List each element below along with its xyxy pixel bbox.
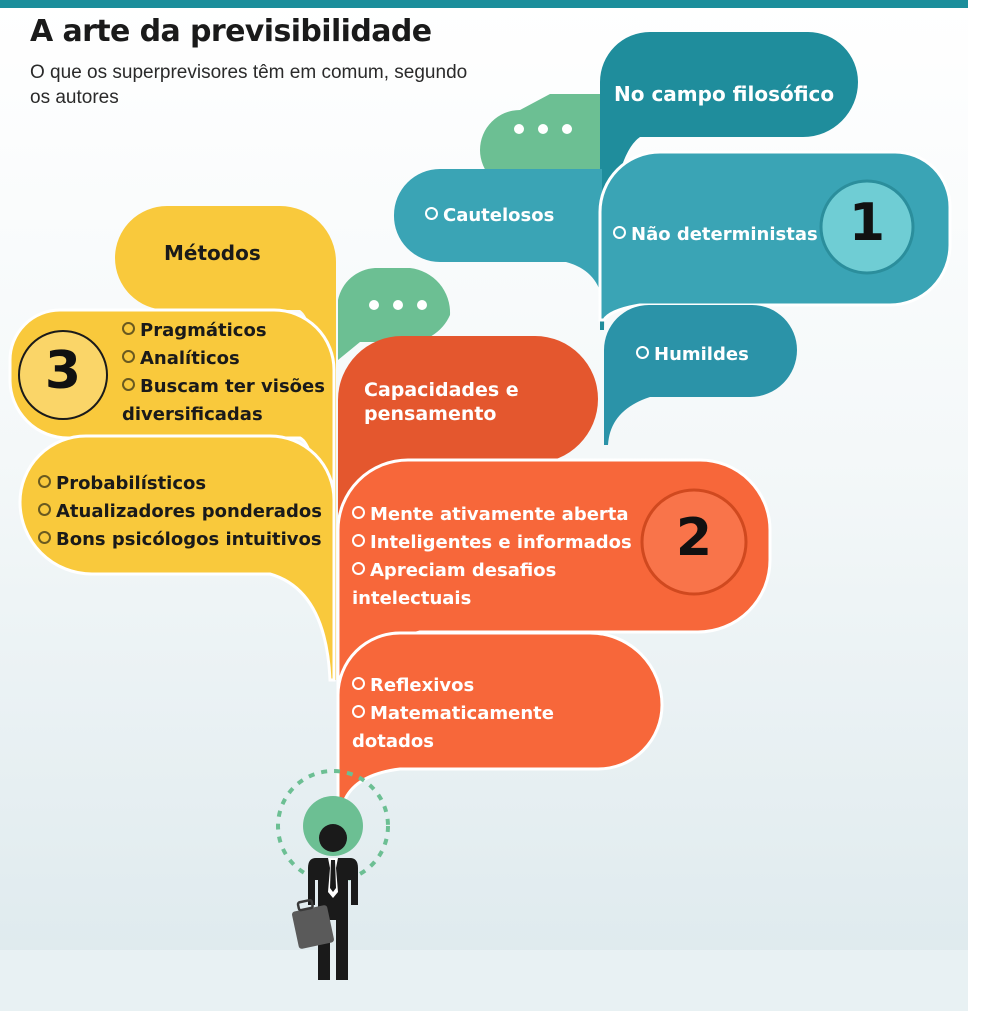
group-metodos-shapes [10, 206, 336, 680]
list-item: Matematicamente dotados [352, 703, 554, 752]
group-metodos-heading: Métodos [164, 241, 261, 265]
bullet-circle-icon [122, 322, 135, 335]
page-subtitle: O que os superprevisores têm em comum, segundo os autores [30, 62, 468, 108]
list-item: Atualizadores ponderados [38, 498, 322, 526]
list-item: Humildes [636, 341, 749, 369]
list-item: Cautelosos [425, 202, 554, 230]
bullet-circle-icon [352, 677, 365, 690]
bullet-circle-icon [352, 705, 365, 718]
bullet-circle-icon [613, 226, 626, 239]
list-item: Pragmáticos [122, 317, 267, 345]
bullet-circle-icon [352, 562, 365, 575]
list-item: Inteligentes e informados [352, 529, 632, 557]
group-filosofico-number: 1 [848, 193, 886, 253]
group-filosofico-heading: No campo filosófico [614, 82, 835, 106]
list-item: Analíticos [122, 345, 240, 373]
page-title: A arte da previsibilidade [30, 14, 432, 49]
bullet-circle-icon [636, 346, 649, 359]
bullet-circle-icon [425, 207, 438, 220]
list-item: Probabilísticos [38, 470, 206, 498]
bullet-circle-icon [38, 475, 51, 488]
bullet-circle-icon [352, 534, 365, 547]
group-capacidades-number: 2 [675, 508, 713, 568]
bullet-circle-icon [38, 503, 51, 516]
list-item: Reflexivos [352, 672, 474, 700]
bullet-circle-icon [122, 350, 135, 363]
group-metodos-number: 3 [44, 341, 82, 401]
bullet-circle-icon [122, 378, 135, 391]
list-item: Bons psicólogos intuitivos [38, 526, 322, 554]
list-item: Mente ativamente aberta [352, 501, 629, 529]
list-item: Buscam ter visões diversificadas [122, 376, 325, 425]
bullet-circle-icon [38, 531, 51, 544]
list-item: Não deterministas [613, 221, 818, 249]
group-capacidades-heading: Capacidades e pensamento [364, 379, 519, 425]
bullet-circle-icon [352, 506, 365, 519]
list-item: Apreciam desafios intelectuais [352, 560, 557, 609]
